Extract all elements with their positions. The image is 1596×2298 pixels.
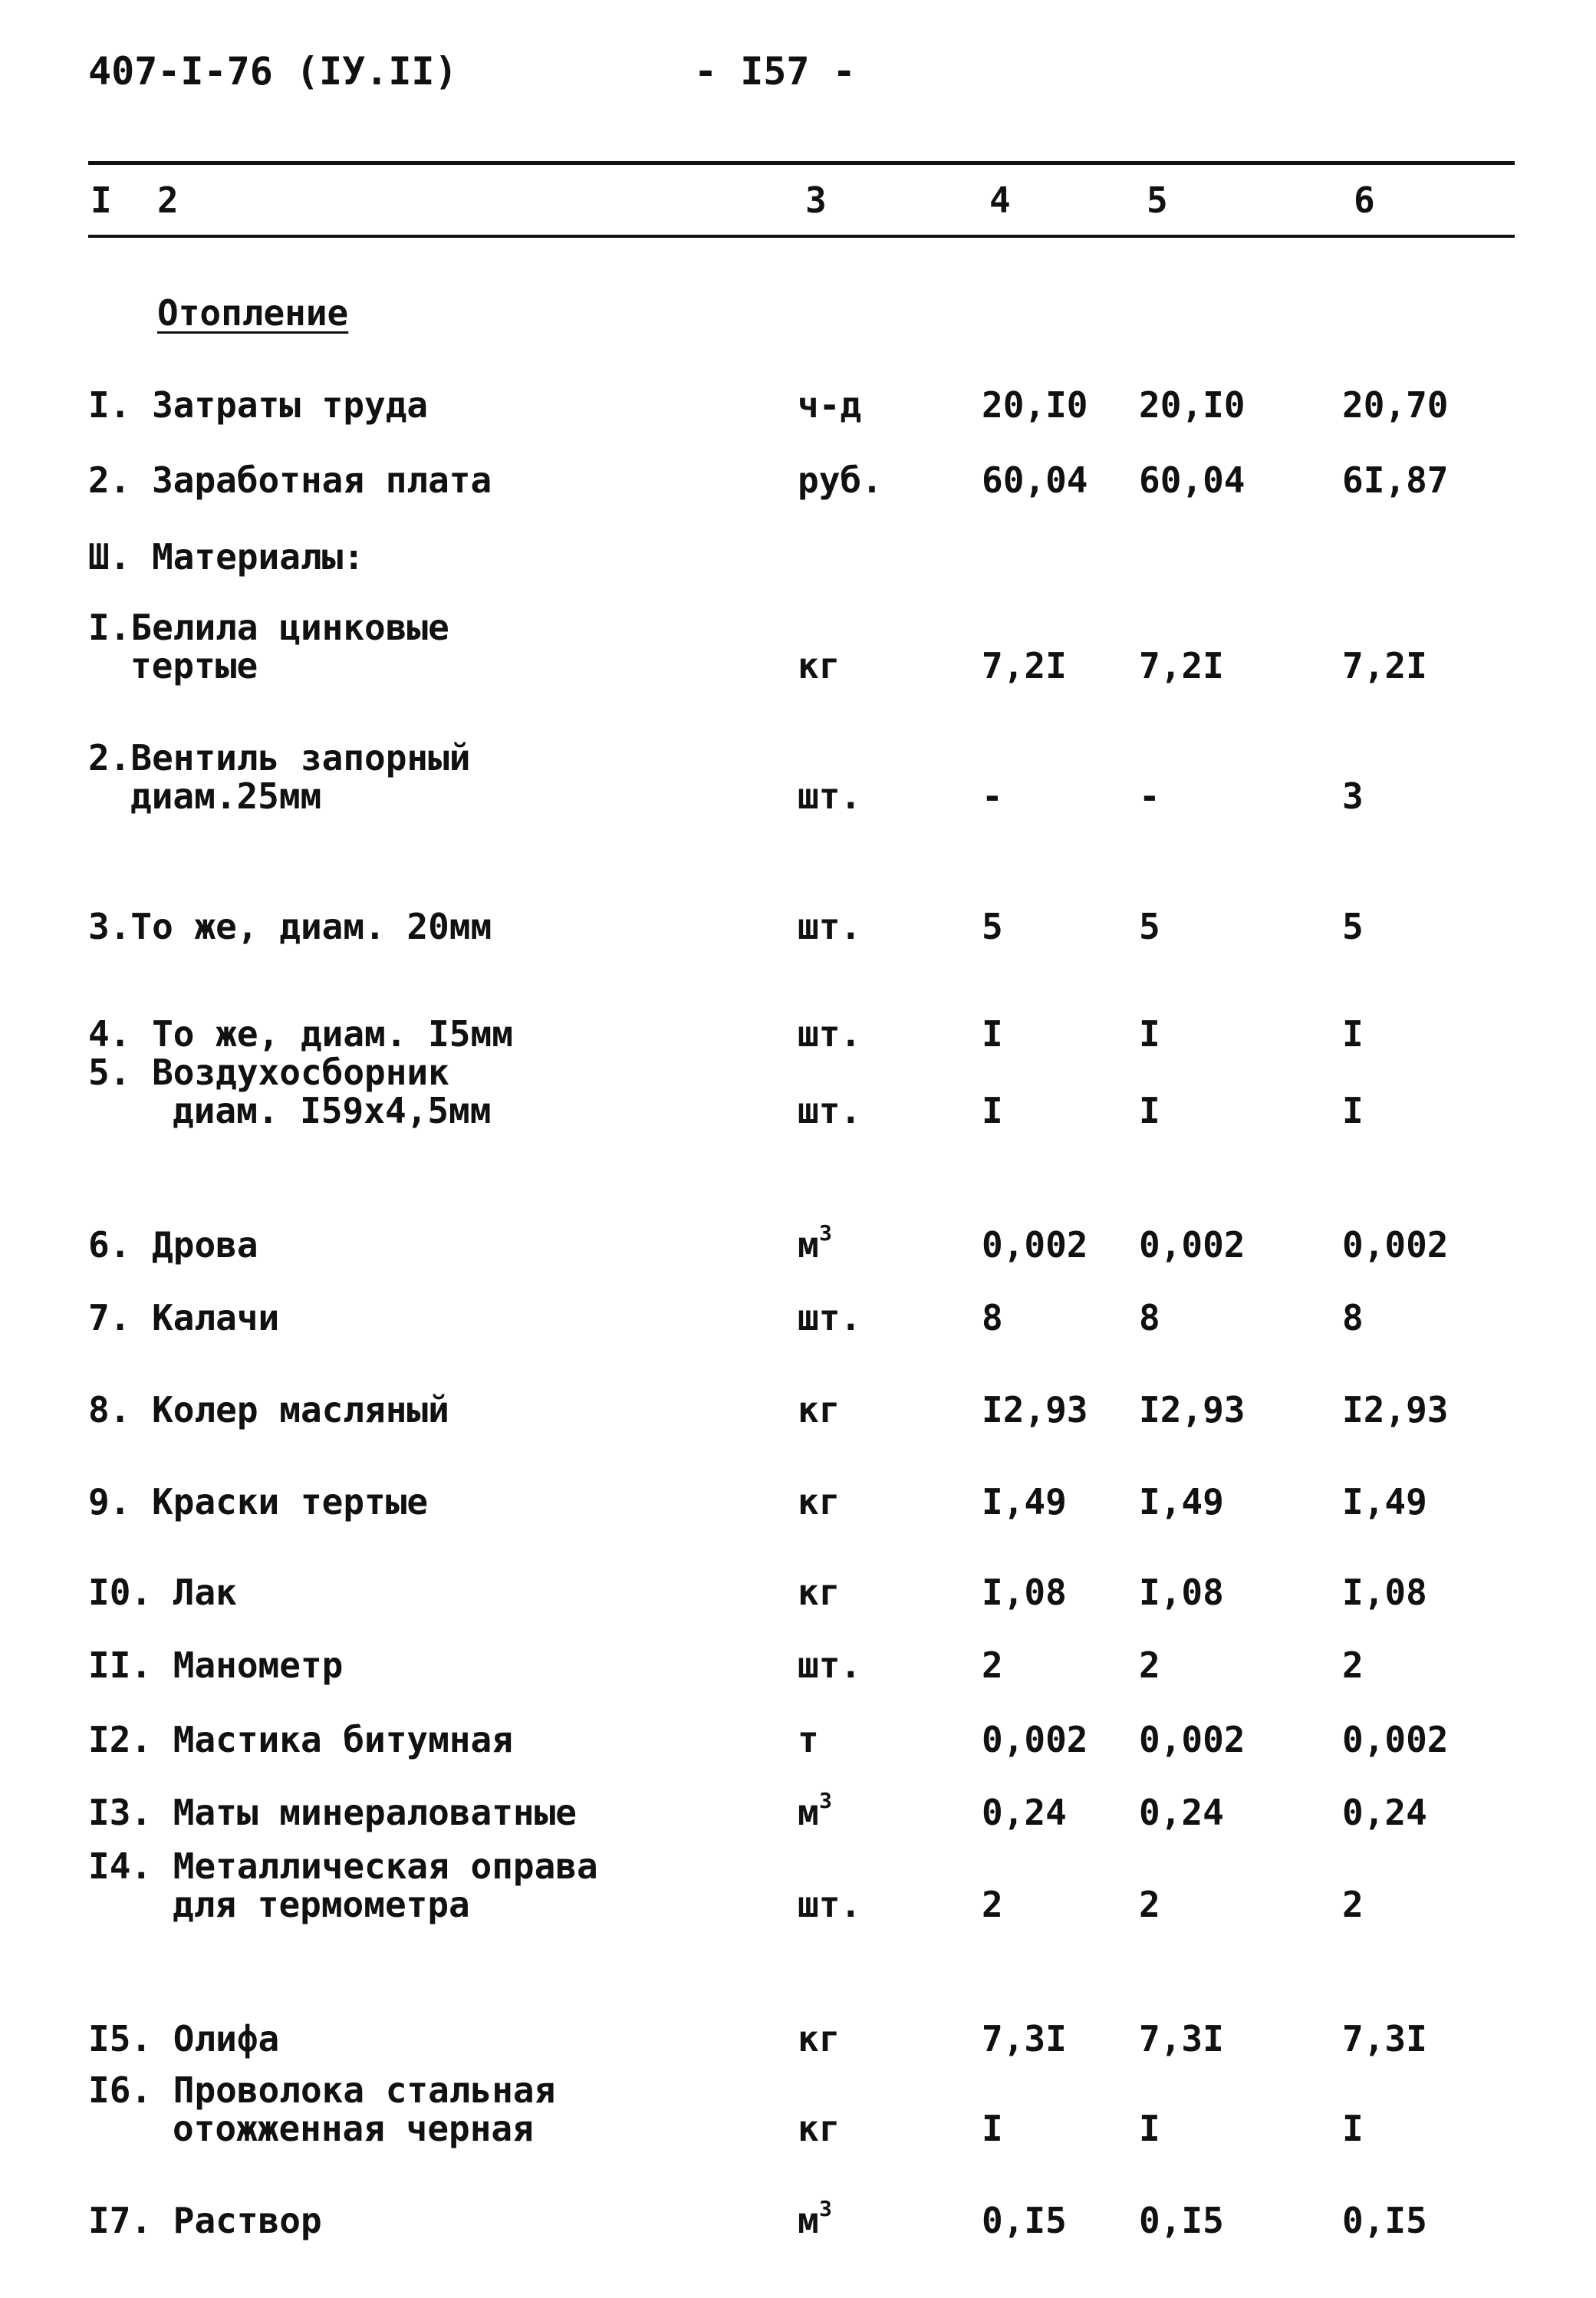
value-col-4: 0,I5 bbox=[982, 2200, 1067, 2241]
column-header-5: 5 bbox=[1147, 179, 1168, 221]
item-name: I4. Металлическая оправа bbox=[88, 1845, 598, 1887]
unit-superscript: 3 bbox=[819, 1788, 832, 1813]
item-name: I3. Маты минераловатные bbox=[88, 1792, 577, 1833]
value-col-4: 20,I0 bbox=[982, 384, 1088, 426]
value-col-4: I,08 bbox=[982, 1572, 1067, 1613]
value-col-6: 8 bbox=[1342, 1297, 1364, 1338]
value-col-5: - bbox=[1139, 775, 1160, 817]
value-col-5: I2,93 bbox=[1139, 1389, 1246, 1430]
unit-superscript-holder bbox=[819, 1220, 832, 1263]
value-col-6: I bbox=[1342, 2108, 1364, 2149]
value-col-6: 7,2I bbox=[1342, 645, 1427, 686]
unit-cell: м bbox=[798, 1792, 819, 1833]
value-col-4: 7,3I bbox=[982, 2018, 1067, 2059]
value-col-6: 3 bbox=[1342, 775, 1364, 817]
value-col-5: I bbox=[1139, 1090, 1160, 1131]
unit-cell: кг bbox=[798, 2018, 841, 2059]
item-name-continuation: диам. I59x4,5мм bbox=[173, 1090, 492, 1131]
value-col-6: I,08 bbox=[1342, 1572, 1427, 1613]
unit-cell: ч-д bbox=[798, 384, 862, 426]
unit-cell: кг bbox=[798, 2108, 841, 2149]
page-number: - I57 - bbox=[694, 49, 856, 94]
item-name-continuation: для термометра bbox=[173, 1884, 470, 1925]
unit-cell: шт. bbox=[798, 775, 862, 817]
unit-cell: м bbox=[798, 2200, 819, 2241]
value-col-4: 0,24 bbox=[982, 1792, 1067, 1833]
item-name: II. Манометр bbox=[88, 1644, 344, 1686]
value-col-5: 20,I0 bbox=[1139, 384, 1246, 426]
unit-superscript-holder bbox=[819, 1788, 832, 1830]
value-col-5: I,08 bbox=[1139, 1572, 1224, 1613]
value-col-5: 7,2I bbox=[1139, 645, 1224, 686]
value-col-5: 0,I5 bbox=[1139, 2200, 1224, 2241]
unit-cell: руб. bbox=[798, 459, 883, 501]
item-name: 2. Заработная плата bbox=[88, 459, 492, 501]
value-col-6: 7,3I bbox=[1342, 2018, 1427, 2059]
item-name-continuation: тертые bbox=[130, 645, 258, 686]
value-col-6: I2,93 bbox=[1342, 1389, 1449, 1430]
value-col-5: 2 bbox=[1139, 1644, 1160, 1686]
value-col-4: 0,002 bbox=[982, 1224, 1088, 1266]
value-col-6: I,49 bbox=[1342, 1481, 1427, 1523]
unit-cell: кг bbox=[798, 1572, 841, 1613]
item-name: 3.То же, диам. 20мм bbox=[88, 906, 492, 947]
unit-superscript: 3 bbox=[819, 2196, 832, 2221]
header-bottom-rule bbox=[88, 235, 1515, 238]
value-col-6: 2 bbox=[1342, 1644, 1364, 1686]
section-title: Отопление bbox=[157, 292, 349, 334]
value-col-4: 0,002 bbox=[982, 1719, 1088, 1760]
unit-cell: м bbox=[798, 1224, 819, 1266]
value-col-6: 2 bbox=[1342, 1884, 1364, 1925]
value-col-6: 20,70 bbox=[1342, 384, 1449, 426]
item-name-continuation: диам.25мм bbox=[130, 775, 322, 817]
unit-cell: кг bbox=[798, 645, 841, 686]
item-name: I7. Раствор bbox=[88, 2200, 322, 2241]
value-col-5: 7,3I bbox=[1139, 2018, 1224, 2059]
value-col-5: 60,04 bbox=[1139, 459, 1246, 501]
value-col-4: I,49 bbox=[982, 1481, 1067, 1523]
value-col-5: 8 bbox=[1139, 1297, 1160, 1338]
item-name: 4. То же, диам. I5мм bbox=[88, 1013, 513, 1055]
column-header-6: 6 bbox=[1354, 179, 1375, 221]
item-name: 8. Колер масляный bbox=[88, 1389, 449, 1430]
value-col-4: 7,2I bbox=[982, 645, 1067, 686]
value-col-4: - bbox=[982, 775, 1003, 817]
unit-cell: шт. bbox=[798, 1090, 862, 1131]
value-col-5: I bbox=[1139, 2108, 1160, 2149]
unit-cell: шт. bbox=[798, 1644, 862, 1686]
value-col-5: 0,002 bbox=[1139, 1224, 1246, 1266]
unit-superscript-holder bbox=[819, 2196, 832, 2238]
value-col-5: 2 bbox=[1139, 1884, 1160, 1925]
unit-cell: шт. bbox=[798, 1297, 862, 1338]
column-header-3: 3 bbox=[805, 179, 827, 221]
item-name: 9. Краски тертые bbox=[88, 1481, 429, 1523]
value-col-4: 60,04 bbox=[982, 459, 1088, 501]
item-name: I.Белила цинковые bbox=[88, 607, 449, 648]
item-name: I2. Мастика битумная bbox=[88, 1719, 513, 1760]
value-col-6: 0,24 bbox=[1342, 1792, 1427, 1833]
item-name: I5. Олифа bbox=[88, 2018, 280, 2059]
value-col-4: I bbox=[982, 1090, 1003, 1131]
item-name-continuation: отожженная черная bbox=[173, 2108, 534, 2149]
value-col-6: I bbox=[1342, 1090, 1364, 1131]
item-name: 2.Вентиль запорный bbox=[88, 737, 471, 779]
item-name: 7. Калачи bbox=[88, 1297, 280, 1338]
table-top-rule bbox=[88, 161, 1515, 165]
item-name: I0. Лак bbox=[88, 1572, 237, 1613]
unit-cell: кг bbox=[798, 1389, 841, 1430]
item-name: 5. Воздухосборник bbox=[88, 1052, 449, 1093]
value-col-6: 0,002 bbox=[1342, 1719, 1449, 1760]
value-col-4: I bbox=[982, 2108, 1003, 2149]
value-col-6: 6I,87 bbox=[1342, 459, 1449, 501]
item-name: I. Затраты труда bbox=[88, 384, 429, 426]
value-col-6: 0,002 bbox=[1342, 1224, 1449, 1266]
value-col-5: I bbox=[1139, 1013, 1160, 1055]
value-col-5: 0,24 bbox=[1139, 1792, 1224, 1833]
value-col-6: I bbox=[1342, 1013, 1364, 1055]
value-col-4: I bbox=[982, 1013, 1003, 1055]
value-col-6: 0,I5 bbox=[1342, 2200, 1427, 2241]
item-name: I6. Проволока стальная bbox=[88, 2069, 556, 2111]
unit-cell: шт. bbox=[798, 906, 862, 947]
item-name: Ш. Материалы: bbox=[88, 536, 365, 578]
unit-cell: т bbox=[798, 1719, 819, 1760]
unit-cell: шт. bbox=[798, 1013, 862, 1055]
unit-superscript: 3 bbox=[819, 1220, 832, 1246]
value-col-5: 0,002 bbox=[1139, 1719, 1246, 1760]
value-col-5: I,49 bbox=[1139, 1481, 1224, 1523]
value-col-6: 5 bbox=[1342, 906, 1364, 947]
value-col-4: 2 bbox=[982, 1644, 1003, 1686]
unit-cell: шт. bbox=[798, 1884, 862, 1925]
column-header-1: I bbox=[90, 179, 112, 221]
document-code: 407-I-76 (IУ.II) bbox=[88, 49, 458, 94]
value-col-4: 5 bbox=[982, 906, 1003, 947]
value-col-5: 5 bbox=[1139, 906, 1160, 947]
value-col-4: I2,93 bbox=[982, 1389, 1088, 1430]
value-col-4: 2 bbox=[982, 1884, 1003, 1925]
column-header-4: 4 bbox=[989, 179, 1011, 221]
unit-cell: кг bbox=[798, 1481, 841, 1523]
column-header-2: 2 bbox=[157, 179, 179, 221]
value-col-4: 8 bbox=[982, 1297, 1003, 1338]
item-name: 6. Дрова bbox=[88, 1224, 258, 1266]
